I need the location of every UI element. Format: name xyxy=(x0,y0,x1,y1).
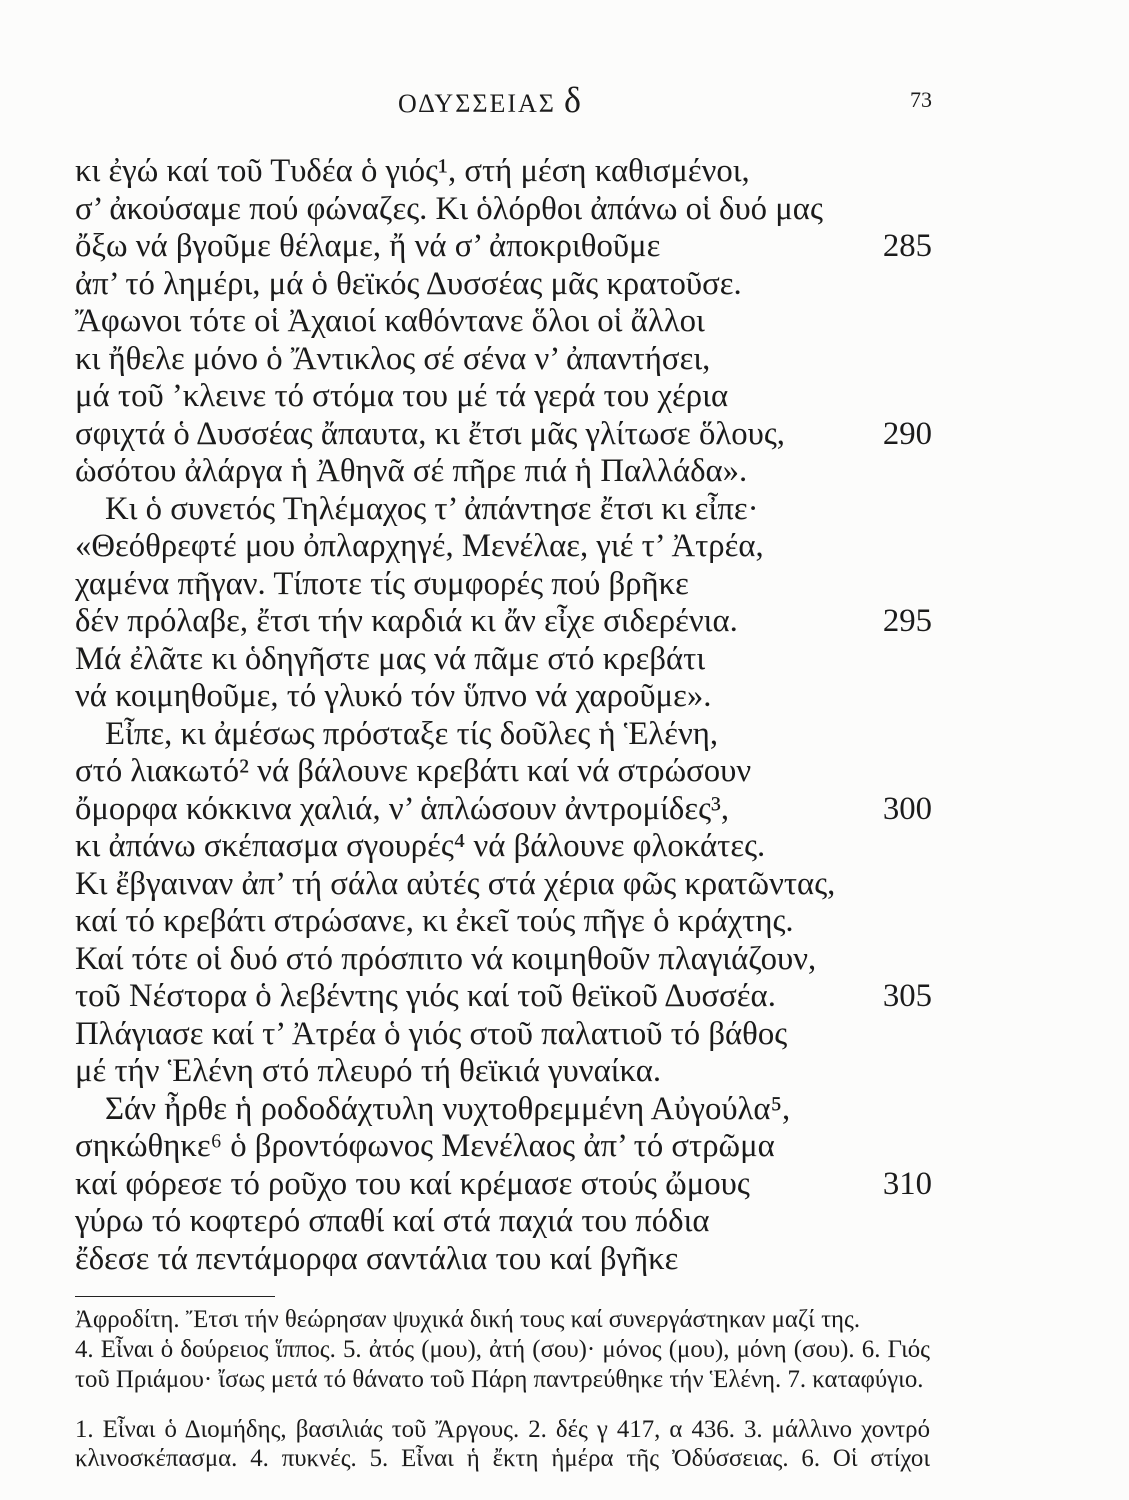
verse-line xyxy=(75,191,932,229)
verse-line xyxy=(75,978,932,1016)
verse-line xyxy=(75,866,932,904)
verse-line xyxy=(75,1128,932,1166)
verse-text: τοῦ Νέστορα ὁ λεβέντης γιός καί τοῦ θεϊκοῦ Δυσσέα. xyxy=(75,978,776,1014)
verse-line xyxy=(75,1091,932,1129)
verse-text: μά τοῦ ’κλεινε τό στόμα του μέ τά γερά του χέρια xyxy=(75,378,729,414)
verse-text: δέν πρόλαβε, ἔτσι τήν καρδιά κι ἄν εἶχε σιδερένια. xyxy=(75,603,738,639)
line-number: 300 xyxy=(882,790,932,827)
running-title: ΟΔΥΣΣΕΙΑΣ xyxy=(398,89,556,118)
verse-line xyxy=(75,228,932,266)
verse-text: ὄξω νά βγοῦμε θέλαμε, ἤ νά σ’ ἀποκριθοῦμε xyxy=(75,228,661,264)
line-number: 285 xyxy=(882,228,932,264)
verse-text: σφιχτά ὁ Δυσσέας ἄπαυτα, κι ἔτσι μᾶς γλίτωσε ὅλους, xyxy=(75,415,785,452)
verse-line xyxy=(75,1166,932,1204)
verse-line xyxy=(75,528,932,566)
verse-text: Μά ἐλᾶτε κι ὁδηγῆστε μας νά πᾶμε στό κρεβάτι xyxy=(75,640,706,677)
footnote-line: Ἀφροδίτη. Ἔτσι τήν θεώρησαν ψυχικά δική τους καί συνεργάστηκαν μαζί της. xyxy=(75,1306,861,1333)
running-head xyxy=(398,80,581,120)
verse-line xyxy=(75,491,932,529)
verse-text: Κι ἔβγαιναν ἀπ’ τή σάλα αὐτές στά χέρια φῶς κρατῶντας, xyxy=(75,865,836,902)
verse-text: στό λιακωτό² νά βάλουνε κρεβάτι καί νά στρώσουν xyxy=(75,753,752,789)
verse-line xyxy=(75,416,932,454)
verse-text: σηκώθηκε⁶ ὁ βροντόφωνος Μενέλαος ἀπ’ τό στρῶμα xyxy=(75,1128,775,1164)
verse-line xyxy=(75,791,932,829)
verse-line xyxy=(75,566,932,604)
verse-line xyxy=(75,641,932,679)
footnotes-continued xyxy=(75,1305,930,1395)
footnote-line: τοῦ Πριάμου· ἴσως μετά τό θάνατο τοῦ Πάρη παντρεύθηκε τήν Ἑλένη. 7. καταφύγιο. xyxy=(75,1366,924,1393)
verse-text: μέ τήν Ἑλένη στό πλευρό τή θεϊκιά γυναίκα. xyxy=(75,1053,662,1089)
line-number: 295 xyxy=(882,603,932,639)
verse-text: καί φόρεσε τό ροῦχο του καί κρέμασε στούς ὤμους xyxy=(75,1165,750,1202)
verse-line xyxy=(75,828,932,866)
verse-text: κι ἐγώ καί τοῦ Τυδέα ὁ γιός¹, στή μέση καθισμένοι, xyxy=(75,153,750,189)
line-number: 310 xyxy=(882,1165,932,1202)
verse-text: ὡσότου ἀλάργα ἡ Ἀθηνᾶ σέ πῆρε πιά ἡ Παλλάδα». xyxy=(75,453,748,489)
verse-text: Κι ὁ συνετός Τηλέμαχος τ’ ἀπάντησε ἔτσι κι εἶπε· xyxy=(105,490,759,527)
verse-block xyxy=(75,153,932,1278)
verse-text: Ἄφωνοι τότε οἱ Ἀχαιοί καθόντανε ὅλοι οἱ ἄλλοι xyxy=(75,303,705,339)
verse-text: κι ἀπάνω σκέπασμα σγουρές⁴ νά βάλουνε φλοκάτες. xyxy=(75,828,766,864)
verse-text: κι ἤθελε μόνο ὁ Ἄντικλος σέ σένα ν’ ἀπαντήσει, xyxy=(75,340,711,377)
verse-text: σ’ ἀκούσαμε πού φώναζες. Κι ὁλόρθοι ἀπάνω οἱ δυό μας xyxy=(75,190,823,227)
verse-line xyxy=(75,1203,932,1241)
verse-line xyxy=(75,453,932,491)
verse-text: ἀπ’ τό λημέρι, μά ὁ θεϊκός Δυσσέας μᾶς κρατοῦσε. xyxy=(75,265,742,302)
footnote-line: 4. Εἶναι ὁ δούρειος ἵππος. 5. ἀτός (μου), ἀτή (σου)· μόνος (μου), μόνη (σου). 6. Γιός xyxy=(75,1336,930,1363)
verse-text: Πλάγιασε καί τ’ Ἀτρέα ὁ γιός στοῦ παλατιοῦ τό βάθος xyxy=(75,1015,788,1052)
verse-text: νά κοιμηθοῦμε, τό γλυκό τόν ὕπνο νά χαροῦμε». xyxy=(75,678,712,714)
footnote-rule xyxy=(75,1296,275,1297)
verse-text: χαμένα πῆγαν. Τίποτε τίς συμφορές πού βρῆκε xyxy=(75,565,689,602)
verse-line xyxy=(75,1016,932,1054)
verse-line xyxy=(75,153,932,191)
verse-line xyxy=(75,716,932,754)
line-number: 290 xyxy=(882,415,932,452)
verse-line xyxy=(75,678,932,716)
verse-line xyxy=(75,303,932,341)
line-number: 305 xyxy=(882,978,932,1014)
verse-text: Καί τότε οἱ δυό στό πρόσπιτο νά κοιμηθοῦν πλαγιάζουν, xyxy=(75,940,817,977)
verse-line xyxy=(75,753,932,791)
verse-text: ἔδεσε τά πεντάμορφα σαντάλια του καί βγῆκε xyxy=(75,1240,679,1277)
verse-text: Εἶπε, κι ἀμέσως πρόσταξε τίς δοῦλες ἡ Ἑλένη, xyxy=(105,715,719,752)
verse-line xyxy=(75,378,932,416)
page-number: 73 xyxy=(910,87,932,112)
verse-line xyxy=(75,266,932,304)
footnote-line: κλινοσκέπασμα. 4. πυκνές. 5. Εἶναι ἡ ἔκτη ἡμέρα τῆς Ὀδύσσειας. 6. Οἱ στίχοι xyxy=(75,1445,930,1472)
verse-line xyxy=(75,603,932,641)
verse-text: καί τό κρεβάτι στρώσανε, κι ἐκεῖ τούς πῆγε ὁ κράχτης. xyxy=(75,903,794,939)
verse-text: γύρω τό κοφτερό σπαθί καί στά παχιά του πόδια xyxy=(75,1203,710,1239)
verse-text: «Θεόθρεφτέ μου ὀπλαρχηγέ, Μενέλαε, γιέ τ’ Ἀτρέα, xyxy=(75,528,764,564)
verse-text: ὄμορφα κόκκινα χαλιά, ν’ ἁπλώσουν ἀντρομίδες³, xyxy=(75,790,730,827)
verse-line xyxy=(75,1053,932,1091)
verse-line xyxy=(75,941,932,979)
footnotes xyxy=(75,1415,930,1473)
footnote-line: 1. Εἶναι ὁ Διομήδης, βασιλιάς τοῦ Ἄργους. 2. δές γ 417, α 436. 3. μάλλινο χοντρό xyxy=(75,1416,930,1443)
verse-text: Σάν ἦρθε ἡ ροδοδάχτυλη νυχτοθρεμμένη Αὐγούλα⁵, xyxy=(105,1090,791,1127)
book-letter: δ xyxy=(563,80,581,120)
verse-line xyxy=(75,1241,932,1279)
verse-line xyxy=(75,903,932,941)
verse-line xyxy=(75,341,932,379)
